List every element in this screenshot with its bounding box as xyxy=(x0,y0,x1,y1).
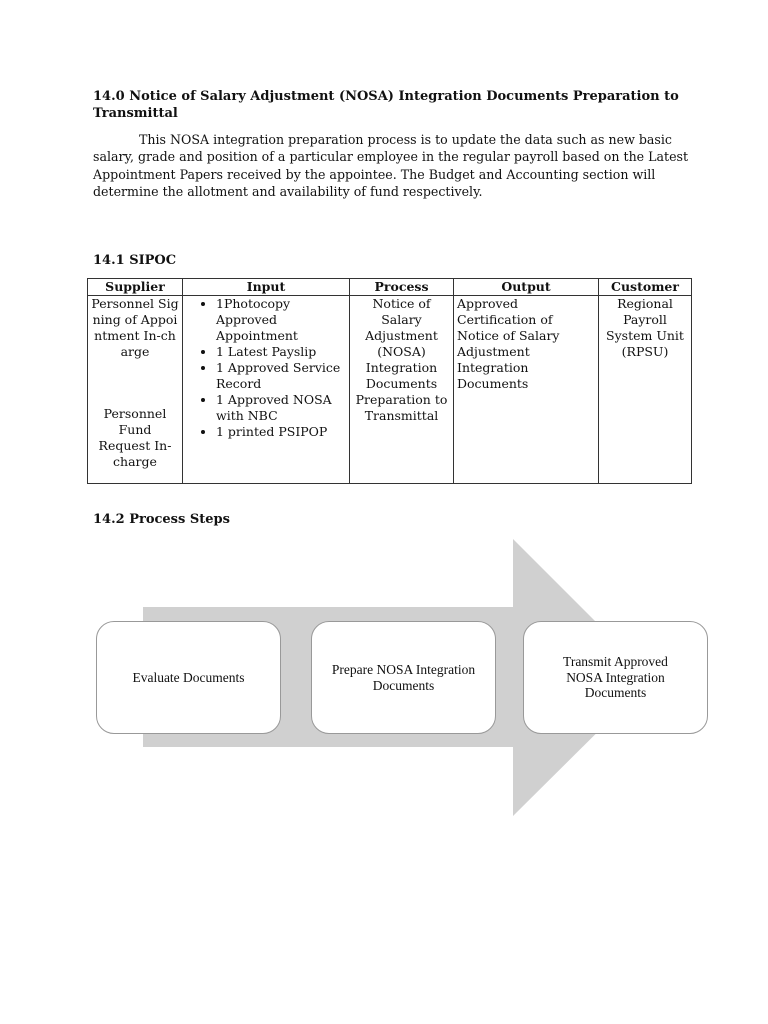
step-box-transmit xyxy=(523,621,708,734)
header-process: Process xyxy=(350,279,454,296)
step-label: Prepare NOSA Integration Documents xyxy=(331,662,476,693)
input-item: • 1 Approved NOSA with NBC xyxy=(216,392,346,424)
header-output: Output xyxy=(454,279,599,296)
header-input: Input xyxy=(183,279,350,296)
header-supplier: Supplier xyxy=(88,279,183,296)
step-label: Evaluate Documents xyxy=(132,669,245,685)
output-cell: Approved Certification of Notice of Salary Adjustment Integration Documents xyxy=(454,296,599,484)
input-item: • 1 Approved Service Record xyxy=(216,360,346,392)
header-customer: Customer xyxy=(599,279,692,296)
intro-text: This NOSA integration preparation process is to update the data such as new basic salary, grade and position of a particular employee in the regular payroll based on the Latest Appointment Papers received by the appointee. The Budget and Accounting section will determine the allotment and availability of fund respectively. xyxy=(93,132,689,199)
supplier-2: Personnel Fund Request In-charge xyxy=(98,406,172,469)
input-item: • 1Photocopy Approved Appointment xyxy=(216,296,346,344)
input-item: • 1 Latest Payslip xyxy=(216,344,346,360)
input-item: • 1 printed PSIPOP xyxy=(216,424,346,440)
supplier-1: Personnel Signing of Appointment In-charge xyxy=(91,296,179,359)
section-title: 14.0 Notice of Salary Adjustment (NOSA) Integration Documents Preparation to Transmittal xyxy=(93,89,679,121)
step-box-evaluate xyxy=(96,621,281,734)
process-cell: Notice of Salary Adjustment (NOSA) Integration Documents Preparation to Transmittal xyxy=(350,296,454,484)
step-box-prepare xyxy=(311,621,496,734)
customer-cell: Regional Payroll System Unit (RPSU) xyxy=(599,296,692,484)
step-label: Transmit Approved NOSA Integration Documents xyxy=(563,654,668,701)
steps-heading: 14.2 Process Steps xyxy=(93,512,230,527)
sipoc-heading: 14.1 SIPOC xyxy=(93,253,177,268)
